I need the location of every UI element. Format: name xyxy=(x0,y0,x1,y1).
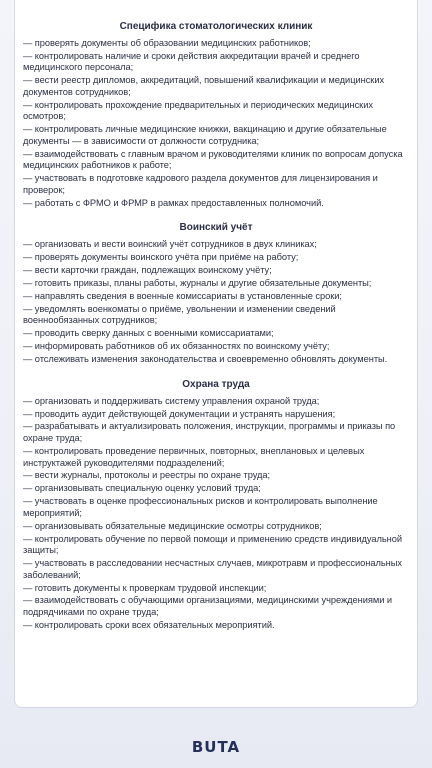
section-labor-safety xyxy=(23,378,409,632)
section-title: Воинский учёт xyxy=(179,222,253,234)
list-item: — организовывать специальную оценку условий труда; xyxy=(23,483,261,494)
section-title: Специфика стоматологических клиник xyxy=(119,21,313,32)
list-item: — контролировать личные медицинские книжки, вакцинацию и другие обязательные документы — в зависимости от должности сотрудника; xyxy=(23,124,387,146)
list-item: — контролировать сроки всех обязательных мероприятий. xyxy=(23,619,275,630)
list-item: — проводить аудит действующей документации и устранять нарушения; xyxy=(23,408,336,419)
list-item: — контролировать прохождение предварительных и периодических медицинских осмотров; xyxy=(23,99,373,122)
item-list xyxy=(23,396,409,632)
list-item: — организовать и поддерживать систему управления охраной труда; xyxy=(23,395,320,406)
list-item: — проводить сверку данных с военными комиссариатами; xyxy=(23,328,274,339)
item-list xyxy=(23,38,409,209)
list-item: — проверять документы об образовании медицинских работников; xyxy=(23,38,311,48)
list-item: — направлять сведения в военные комиссариаты в установленные сроки; xyxy=(23,290,342,301)
list-item: — контролировать обучение по первой помощи и применению средств индивидуальной защиты; xyxy=(23,533,403,556)
list-item: — взаимодействовать с обучающими организациями, медицинскими учреждениями и подрядчиками по охране труда; xyxy=(23,595,393,618)
list-item: — отслеживать изменения законодательства и своевременно обновлять документы. xyxy=(23,354,388,365)
list-item: — организовывать обязательные медицинские осмотры сотрудников; xyxy=(23,520,322,531)
list-item: — вести реестр дипломов, аккредитаций, повышений квалификации и медицинских документов сотрудников; xyxy=(23,75,385,97)
section-dental xyxy=(23,20,409,209)
list-item: — контролировать проведение первичных, повторных, внеплановых и целевых инструктажей руководителями подразделений; xyxy=(23,445,365,468)
list-item: — готовить приказы, планы работы, журналы и другие обязательные документы; xyxy=(23,278,372,289)
list-item: — участвовать в оценке профессиональных рисков и контролировать выполнение мероприятий; xyxy=(23,496,378,518)
list-item: — работать с ФРМО и ФРМР в рамках предоставленных полномочий. xyxy=(23,197,324,208)
list-item: — проверять документы воинского учёта при приёме на работу; xyxy=(23,252,299,263)
section-military xyxy=(23,221,409,365)
list-item: — готовить документы к проверкам трудовой инспекции; xyxy=(23,582,267,593)
list-item: — участвовать в расследовании несчастных случаев, микротравм и профессиональных заболеваний; xyxy=(23,558,402,580)
brand-logo: BUTA xyxy=(191,738,241,756)
list-item: — организовать и вести воинский учёт сотрудников в двух клиниках; xyxy=(23,239,317,250)
list-item: — взаимодействовать с главным врачом и руководителями клиник по вопросам допуска медицинских работников к работе; xyxy=(23,148,403,171)
list-item: — вести карточки граждан, подлежащих воинскому учёту; xyxy=(23,265,272,276)
list-item: — вести журналы, протоколы и реестры по охране труда; xyxy=(23,470,271,481)
list-item: — разрабатывать и актуализировать положения, инструкции, программы и приказы по охране труда; xyxy=(23,421,396,444)
item-list xyxy=(23,239,409,365)
content-card xyxy=(14,0,418,708)
list-item: — контролировать наличие и сроки действия аккредитации врачей и среднего медицинского персонала; xyxy=(23,50,360,73)
section-title: Охрана труда xyxy=(182,378,250,390)
list-item: — участвовать в подготовке кадрового раздела документов для лицензирования и проверок; xyxy=(23,173,378,195)
list-item: — информировать работников об их обязанностях по воинскому учёту; xyxy=(23,341,330,352)
list-item: — уведомлять военкоматы о приёме, увольнении и изменении сведений военнообязанных сотрудников; xyxy=(23,303,336,326)
